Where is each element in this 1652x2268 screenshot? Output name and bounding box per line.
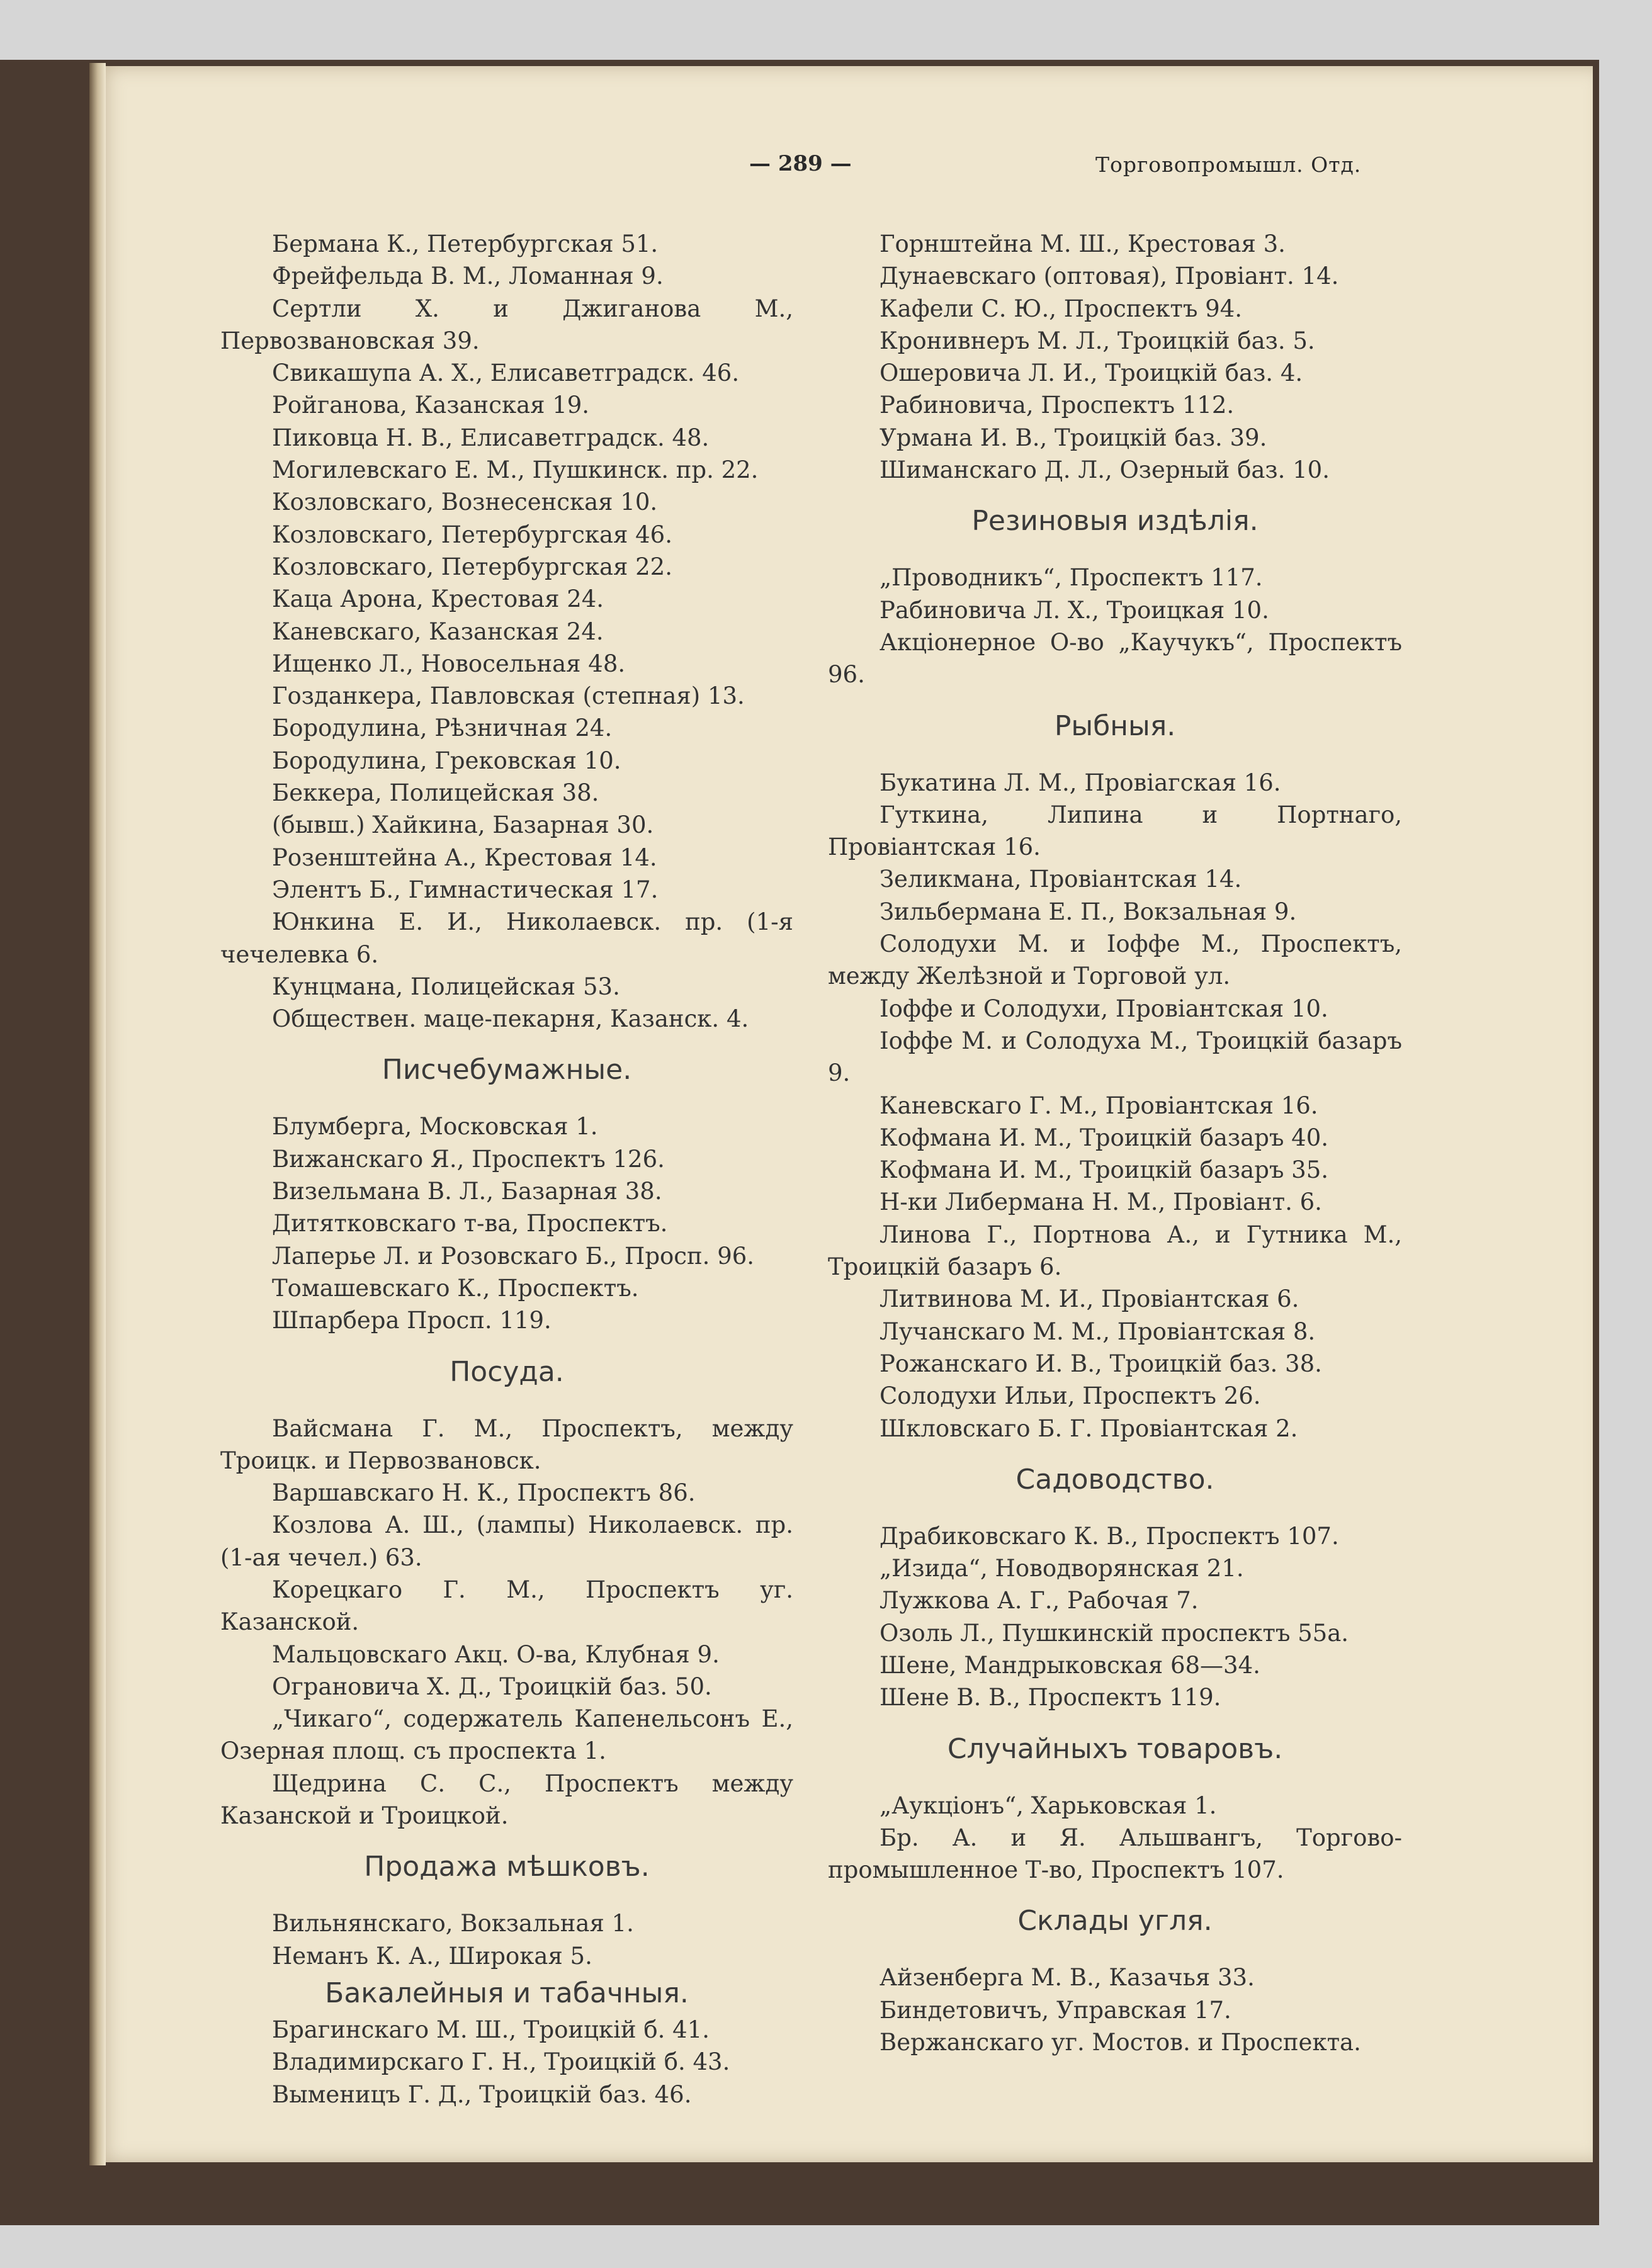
directory-entry: Айзенберга М. В., Казачья 33. [880, 1964, 1255, 1992]
directory-entry: Рабиновича, Проспектъ 112. [880, 392, 1235, 419]
directory-entry: Кронивнеръ М. Л., Троицкій баз. 5. [880, 327, 1315, 354]
directory-entry: Юнкина Е. И., Николаевск. пр. (1-я чечелевка 6. [220, 908, 793, 968]
directory-entry: Вижанскаго Я., Проспектъ 126. [272, 1145, 665, 1173]
entries-bags [220, 1907, 793, 1972]
section-heading-garden: Садоводство. [1016, 1463, 1214, 1496]
section-heading-dishes: Посуда. [450, 1355, 564, 1388]
entries-dishes [220, 1413, 793, 1832]
directory-entry: Іоффе М. и Солодуха М., Троицкій базаръ 9. [828, 1027, 1402, 1087]
section-heading-grocery: Бакалейныя и табачныя. [325, 1977, 689, 2009]
directory-entry: Кофмана И. М., Троицкій базаръ 35. [880, 1156, 1329, 1184]
directory-entry: Щедрина С. С., Проспектъ между Казанской и Троицкой. [220, 1769, 793, 1830]
directory-entry: Мальцовскаго Акц. О-ва, Клубная 9. [272, 1640, 720, 1668]
directory-entry: Рожанскаго И. В., Троицкій баз. 38. [880, 1350, 1322, 1377]
page-gutter [89, 63, 106, 2165]
directory-entry: Выменицъ Г. Д., Троицкій баз. 46. [272, 2080, 692, 2108]
directory-entry: Вильнянскаго, Вокзальная 1. [272, 1910, 634, 1938]
entries-fish [828, 767, 1402, 1445]
directory-entry: Н-ки Либермана Н. М., Провіант. 6. [880, 1188, 1322, 1216]
directory-entry: Гозданкера, Павловская (степная) 13. [272, 682, 745, 710]
directory-entry: Кофмана И. М., Троицкій базаръ 40. [880, 1124, 1329, 1151]
section-heading-fish: Рыбныя. [1054, 709, 1176, 742]
entries-grocery [220, 2014, 793, 2111]
entries-top-right [828, 228, 1402, 486]
entries-coal [828, 1961, 1402, 2058]
left-column [220, 228, 793, 2111]
page-number: — 289 — [749, 151, 852, 176]
directory-entry: „Изида“, Новодворянская 21. [880, 1555, 1244, 1583]
directory-entry: Дунаевскаго (оптовая), Провіант. 14. [880, 262, 1339, 290]
directory-entry: Томашевскаго К., Проспектъ. [272, 1274, 639, 1302]
directory-entry: Рабиновича Л. Х., Троицкая 10. [880, 596, 1269, 624]
directory-entry: Беккера, Полицейская 38. [272, 779, 599, 807]
directory-entry: Бородулина, Рѣзничная 24. [272, 714, 613, 742]
directory-entry: Вержанскаго уг. Мостов. и Проспекта. [880, 2029, 1361, 2056]
entries-paper [220, 1110, 793, 1336]
section-heading-coal: Склады угля. [1017, 1905, 1213, 1938]
directory-entry: (бывш.) Хайкина, Базарная 30. [272, 811, 654, 839]
directory-entry: Зильбермана Е. П., Вокзальная 9. [880, 898, 1297, 925]
directory-entry: Каневскаго Г. М., Провіантская 16. [880, 1092, 1318, 1119]
directory-entry: Сертли Х. и Джиганова М., Первозвановская 39. [220, 295, 793, 354]
section-heading-rubber: Резиновыя издѣлія. [971, 505, 1259, 538]
directory-entry: Каца Арона, Крестовая 24. [272, 585, 604, 613]
directory-entry: Козловскаго, Петербургская 22. [272, 553, 672, 580]
directory-entry: Горнштейна М. Ш., Крестовая 3. [880, 230, 1286, 257]
directory-entry: Лужкова А. Г., Рабочая 7. [880, 1587, 1199, 1615]
directory-entry: Шене В. В., Проспектъ 119. [880, 1684, 1221, 1712]
directory-entry: Лучанскаго М. М., Провіантская 8. [880, 1317, 1316, 1345]
directory-entry: Озоль Л., Пушкинскій проспектъ 55а. [880, 1619, 1349, 1647]
directory-entry: Владимирскаго Г. Н., Троицкій б. 43. [272, 2048, 730, 2076]
directory-entry: Ошеровича Л. И., Троицкій баз. 4. [880, 359, 1303, 387]
directory-entry: Шене, Мандрыковская 68—34. [880, 1651, 1260, 1679]
entries-rubber [828, 561, 1402, 691]
directory-entry: Обществен. маце-пекарня, Казанск. 4. [272, 1005, 749, 1033]
directory-entry: Бородулина, Грековская 10. [272, 747, 621, 774]
directory-entry: Козловскаго, Вознесенская 10. [272, 488, 658, 516]
directory-entry: Могилевскаго Е. М., Пушкинск. пр. 22. [272, 456, 759, 484]
page-header [94, 151, 1593, 189]
directory-entry: Биндетовичъ, Управская 17. [880, 1996, 1231, 2024]
directory-entry: „Аукціонъ“, Харьковская 1. [880, 1791, 1217, 1819]
directory-entry: Урмана И. В., Троицкій баз. 39. [880, 424, 1267, 451]
directory-entry: Лаперье Л. и Розовскаго Б., Просп. 96. [272, 1242, 755, 1270]
directory-entry: Розенштейна А., Крестовая 14. [272, 843, 657, 871]
directory-entry: Іоффе и Солодухи, Провіантская 10. [880, 995, 1328, 1022]
running-head: Торговопромышл. Отд. [1095, 152, 1362, 177]
directory-entry: Вайсмана Г. М., Проспектъ, между Троицк. и Первозвановск. [220, 1414, 793, 1474]
directory-entry: Драбиковскаго К. В., Проспектъ 107. [880, 1522, 1339, 1550]
section-heading-bags: Продажа мѣшковъ. [364, 1851, 650, 1883]
section-heading-random: Случайныхъ товаровъ. [947, 1732, 1283, 1765]
directory-entry: „Проводникъ“, Проспектъ 117. [880, 564, 1263, 592]
directory-entry: Пиковца Н. В., Елисаветградск. 48. [272, 424, 710, 451]
directory-entry: Элентъ Б., Гимнастическая 17. [272, 876, 659, 903]
directory-entry: Каневскаго, Казанская 24. [272, 618, 604, 645]
directory-entry: Шиманскаго Д. Л., Озерный баз. 10. [880, 456, 1330, 484]
directory-entry: Дитятковскаго т-ва, Проспектъ. [272, 1210, 668, 1238]
directory-entry: Неманъ К. А., Широкая 5. [272, 1942, 592, 1970]
directory-entry: Кафели С. Ю., Проспектъ 94. [880, 295, 1242, 322]
directory-entry: Брагинскаго М. Ш., Троицкій б. 41. [272, 2016, 710, 2043]
directory-entry: Бермана К., Петербургская 51. [272, 230, 659, 257]
directory-entry: Солодухи Ильи, Проспектъ 26. [880, 1382, 1261, 1410]
directory-entry: Свикашупа А. Х., Елисаветградск. 46. [272, 359, 740, 387]
directory-entry: Фрейфельда В. М., Ломанная 9. [272, 262, 664, 290]
directory-entry: Визельмана В. Л., Базарная 38. [272, 1178, 662, 1205]
directory-entry: Ищенко Л., Новосельная 48. [272, 650, 626, 677]
section-heading-paper: Писчебумажные. [382, 1054, 632, 1086]
entries-top-left [220, 228, 793, 1035]
directory-entry: Литвинова М. И., Провіантская 6. [880, 1285, 1299, 1313]
directory-entry: Бр. А. и Я. Альшвангъ, Торгово-промышленное Т-во, Проспектъ 107. [828, 1824, 1402, 1884]
right-column [828, 228, 1402, 2058]
directory-entry: Акціонерное О-во „Каучукъ“, Проспектъ 96. [828, 628, 1402, 689]
directory-entry: Ограновича Х. Д., Троицкій баз. 50. [272, 1673, 712, 1700]
directory-entry: Козлова А. Ш., (лампы) Николаевск. пр. (1-ая чечел.) 63. [220, 1511, 793, 1571]
directory-entry: Блумберга, Московская 1. [272, 1113, 598, 1141]
directory-entry: Шкловскаго Б. Г. Провіантская 2. [880, 1414, 1298, 1442]
directory-entry: Зеликмана, Провіантская 14. [880, 866, 1242, 893]
directory-entry: Козловскаго, Петербургская 46. [272, 521, 672, 548]
directory-entry: Линова Г., Портнова А., и Гутника М., Троицкій базаръ 6. [828, 1221, 1402, 1281]
entries-random [828, 1790, 1402, 1887]
directory-entry: Ройганова, Казанская 19. [272, 392, 590, 419]
directory-entry: Гуткина, Липина и Портнаго, Провіантская 16. [828, 801, 1402, 861]
directory-entry: Шпарбера Просп. 119. [272, 1307, 552, 1334]
directory-entry: Кунцмана, Полицейская 53. [272, 973, 620, 1000]
directory-entry: Варшавскаго Н. К., Проспектъ 86. [272, 1479, 696, 1507]
directory-entry: Корецкаго Г. М., Проспектъ уг. Казанской. [220, 1576, 793, 1636]
directory-entry: Солодухи М. и Іоффе М., Проспектъ, между Желѣзной и Торговой ул. [828, 930, 1402, 990]
directory-entry: „Чикаго“, содержатель Капенельсонъ Е., Озерная площ. съ проспекта 1. [220, 1705, 793, 1765]
entries-garden [828, 1520, 1402, 1714]
directory-entry: Букатина Л. М., Провіагская 16. [880, 769, 1281, 796]
